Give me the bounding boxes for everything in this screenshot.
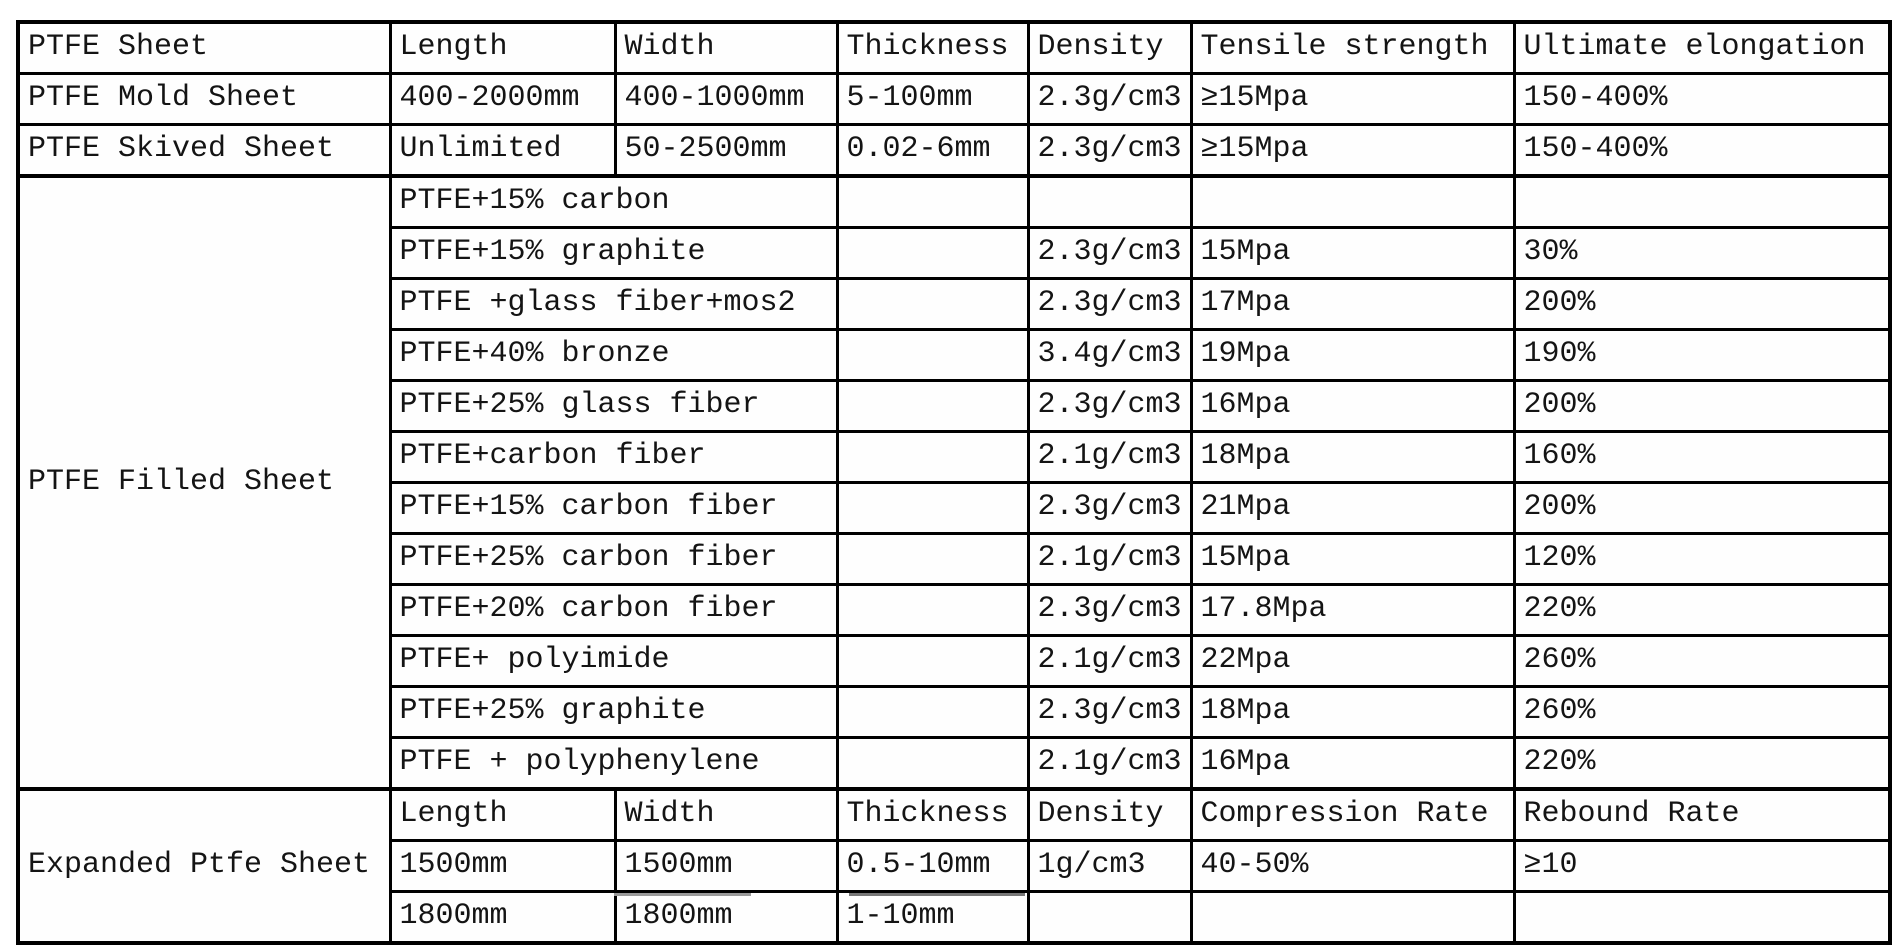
filled-1-density: 2.3g/cm3	[1028, 228, 1191, 279]
filled-2-density: 2.3g/cm3	[1028, 279, 1191, 330]
expanded-col-header-thickness: Thickness	[837, 789, 1028, 841]
filled-8-elongation: 220%	[1514, 585, 1890, 636]
filled-6-thickness	[837, 483, 1028, 534]
skived-elongation: 150-400%	[1514, 125, 1890, 177]
expanded-col-header-width: Width	[615, 789, 837, 841]
filled-8-thickness	[837, 585, 1028, 636]
col-header-density: Density	[1028, 22, 1191, 74]
filled-6-elongation: 200%	[1514, 483, 1890, 534]
mold-name: PTFE Mold Sheet	[18, 74, 390, 125]
expanded-0-thickness: 0.5-10mm	[837, 841, 1028, 892]
expanded-1-compression	[1191, 892, 1514, 944]
row-skived	[18, 125, 1890, 177]
mold-thickness: 5-100mm	[837, 74, 1028, 125]
expanded-1-rebound	[1514, 892, 1890, 944]
row-expanded-header	[18, 789, 1890, 841]
filled-9-filler: PTFE+ polyimide	[390, 636, 837, 687]
skived-tensile: ≥15Mpa	[1191, 125, 1514, 177]
col-header-thickness: Thickness	[837, 22, 1028, 74]
skived-width: 50-2500mm	[615, 125, 837, 177]
filled-0-thickness	[837, 176, 1028, 228]
expanded-col-header-rebound-rate: Rebound Rate	[1514, 789, 1890, 841]
filled-2-thickness	[837, 279, 1028, 330]
filled-7-filler: PTFE+25% carbon fiber	[390, 534, 837, 585]
filled-11-elongation: 220%	[1514, 738, 1890, 790]
filled-11-tensile: 16Mpa	[1191, 738, 1514, 790]
filled-1-filler: PTFE+15% graphite	[390, 228, 837, 279]
filled-2-filler: PTFE +glass fiber+mos2	[390, 279, 837, 330]
filled-10-thickness	[837, 687, 1028, 738]
header-row	[18, 22, 1890, 74]
filled-3-tensile: 19Mpa	[1191, 330, 1514, 381]
filled-0-elongation	[1514, 176, 1890, 228]
filled-7-density: 2.1g/cm3	[1028, 534, 1191, 585]
filled-0-filler: PTFE+15% carbon	[390, 176, 837, 228]
filled-0-density	[1028, 176, 1191, 228]
filled-9-tensile: 22Mpa	[1191, 636, 1514, 687]
filled-3-thickness	[837, 330, 1028, 381]
filled-11-thickness	[837, 738, 1028, 790]
filled-8-density: 2.3g/cm3	[1028, 585, 1191, 636]
expanded-0-compression: 40-50%	[1191, 841, 1514, 892]
expanded-section-label: Expanded Ptfe Sheet	[18, 789, 390, 943]
filled-4-thickness	[837, 381, 1028, 432]
filled-10-filler: PTFE+25% graphite	[390, 687, 837, 738]
filled-2-elongation: 200%	[1514, 279, 1890, 330]
expanded-col-header-density: Density	[1028, 789, 1191, 841]
expanded-0-width: 1500mm	[615, 841, 837, 892]
filled-5-density: 2.1g/cm3	[1028, 432, 1191, 483]
filled-4-filler: PTFE+25% glass fiber	[390, 381, 837, 432]
skived-name: PTFE Skived Sheet	[18, 125, 390, 177]
expanded-1-length: 1800mm	[390, 892, 615, 944]
filled-4-elongation: 200%	[1514, 381, 1890, 432]
filled-5-elongation: 160%	[1514, 432, 1890, 483]
filled-section-label: PTFE Filled Sheet	[18, 176, 390, 789]
filled-7-tensile: 15Mpa	[1191, 534, 1514, 585]
filled-10-tensile: 18Mpa	[1191, 687, 1514, 738]
mold-density: 2.3g/cm3	[1028, 74, 1191, 125]
filled-6-density: 2.3g/cm3	[1028, 483, 1191, 534]
filled-8-filler: PTFE+20% carbon fiber	[390, 585, 837, 636]
mold-tensile: ≥15Mpa	[1191, 74, 1514, 125]
filled-3-density: 3.4g/cm3	[1028, 330, 1191, 381]
expanded-1-density	[1028, 892, 1191, 944]
filled-6-tensile: 21Mpa	[1191, 483, 1514, 534]
mold-width: 400-1000mm	[615, 74, 837, 125]
col-header-width: Width	[615, 22, 837, 74]
col-header-tensile-strength: Tensile strength	[1191, 22, 1514, 74]
filled-5-tensile: 18Mpa	[1191, 432, 1514, 483]
filled-2-tensile: 17Mpa	[1191, 279, 1514, 330]
expanded-col-header-length: Length	[390, 789, 615, 841]
row-filled-0	[18, 176, 1890, 228]
expanded-col-header-compression-rate: Compression Rate	[1191, 789, 1514, 841]
filled-4-tensile: 16Mpa	[1191, 381, 1514, 432]
expanded-1-width: 1800mm	[615, 892, 837, 944]
col-header-ultimate-elongation: Ultimate elongation	[1514, 22, 1890, 74]
filled-4-density: 2.3g/cm3	[1028, 381, 1191, 432]
filled-10-density: 2.3g/cm3	[1028, 687, 1191, 738]
filled-1-elongation: 30%	[1514, 228, 1890, 279]
filled-1-tensile: 15Mpa	[1191, 228, 1514, 279]
filled-5-filler: PTFE+carbon fiber	[390, 432, 837, 483]
mold-elongation: 150-400%	[1514, 74, 1890, 125]
expanded-1-thickness: 1-10mm	[837, 892, 1028, 944]
filled-3-filler: PTFE+40% bronze	[390, 330, 837, 381]
filled-0-tensile	[1191, 176, 1514, 228]
expanded-0-length: 1500mm	[390, 841, 615, 892]
filled-7-elongation: 120%	[1514, 534, 1890, 585]
skived-density: 2.3g/cm3	[1028, 125, 1191, 177]
scan-artifact-line	[614, 893, 751, 896]
scan-artifact-line	[849, 893, 1025, 896]
skived-thickness: 0.02-6mm	[837, 125, 1028, 177]
filled-10-elongation: 260%	[1514, 687, 1890, 738]
filled-8-tensile: 17.8Mpa	[1191, 585, 1514, 636]
col-header-length: Length	[390, 22, 615, 74]
filled-1-thickness	[837, 228, 1028, 279]
filled-9-elongation: 260%	[1514, 636, 1890, 687]
row-mold	[18, 74, 1890, 125]
skived-length: Unlimited	[390, 125, 615, 177]
filled-6-filler: PTFE+15% carbon fiber	[390, 483, 837, 534]
filled-9-thickness	[837, 636, 1028, 687]
filled-9-density: 2.1g/cm3	[1028, 636, 1191, 687]
filled-11-density: 2.1g/cm3	[1028, 738, 1191, 790]
expanded-0-rebound: ≥10	[1514, 841, 1890, 892]
filled-7-thickness	[837, 534, 1028, 585]
mold-length: 400-2000mm	[390, 74, 615, 125]
ptfe-spec-table	[16, 20, 1892, 945]
filled-11-filler: PTFE + polyphenylene	[390, 738, 837, 790]
col-header-ptfe-sheet: PTFE Sheet	[18, 22, 390, 74]
filled-5-thickness	[837, 432, 1028, 483]
filled-3-elongation: 190%	[1514, 330, 1890, 381]
expanded-0-density: 1g/cm3	[1028, 841, 1191, 892]
